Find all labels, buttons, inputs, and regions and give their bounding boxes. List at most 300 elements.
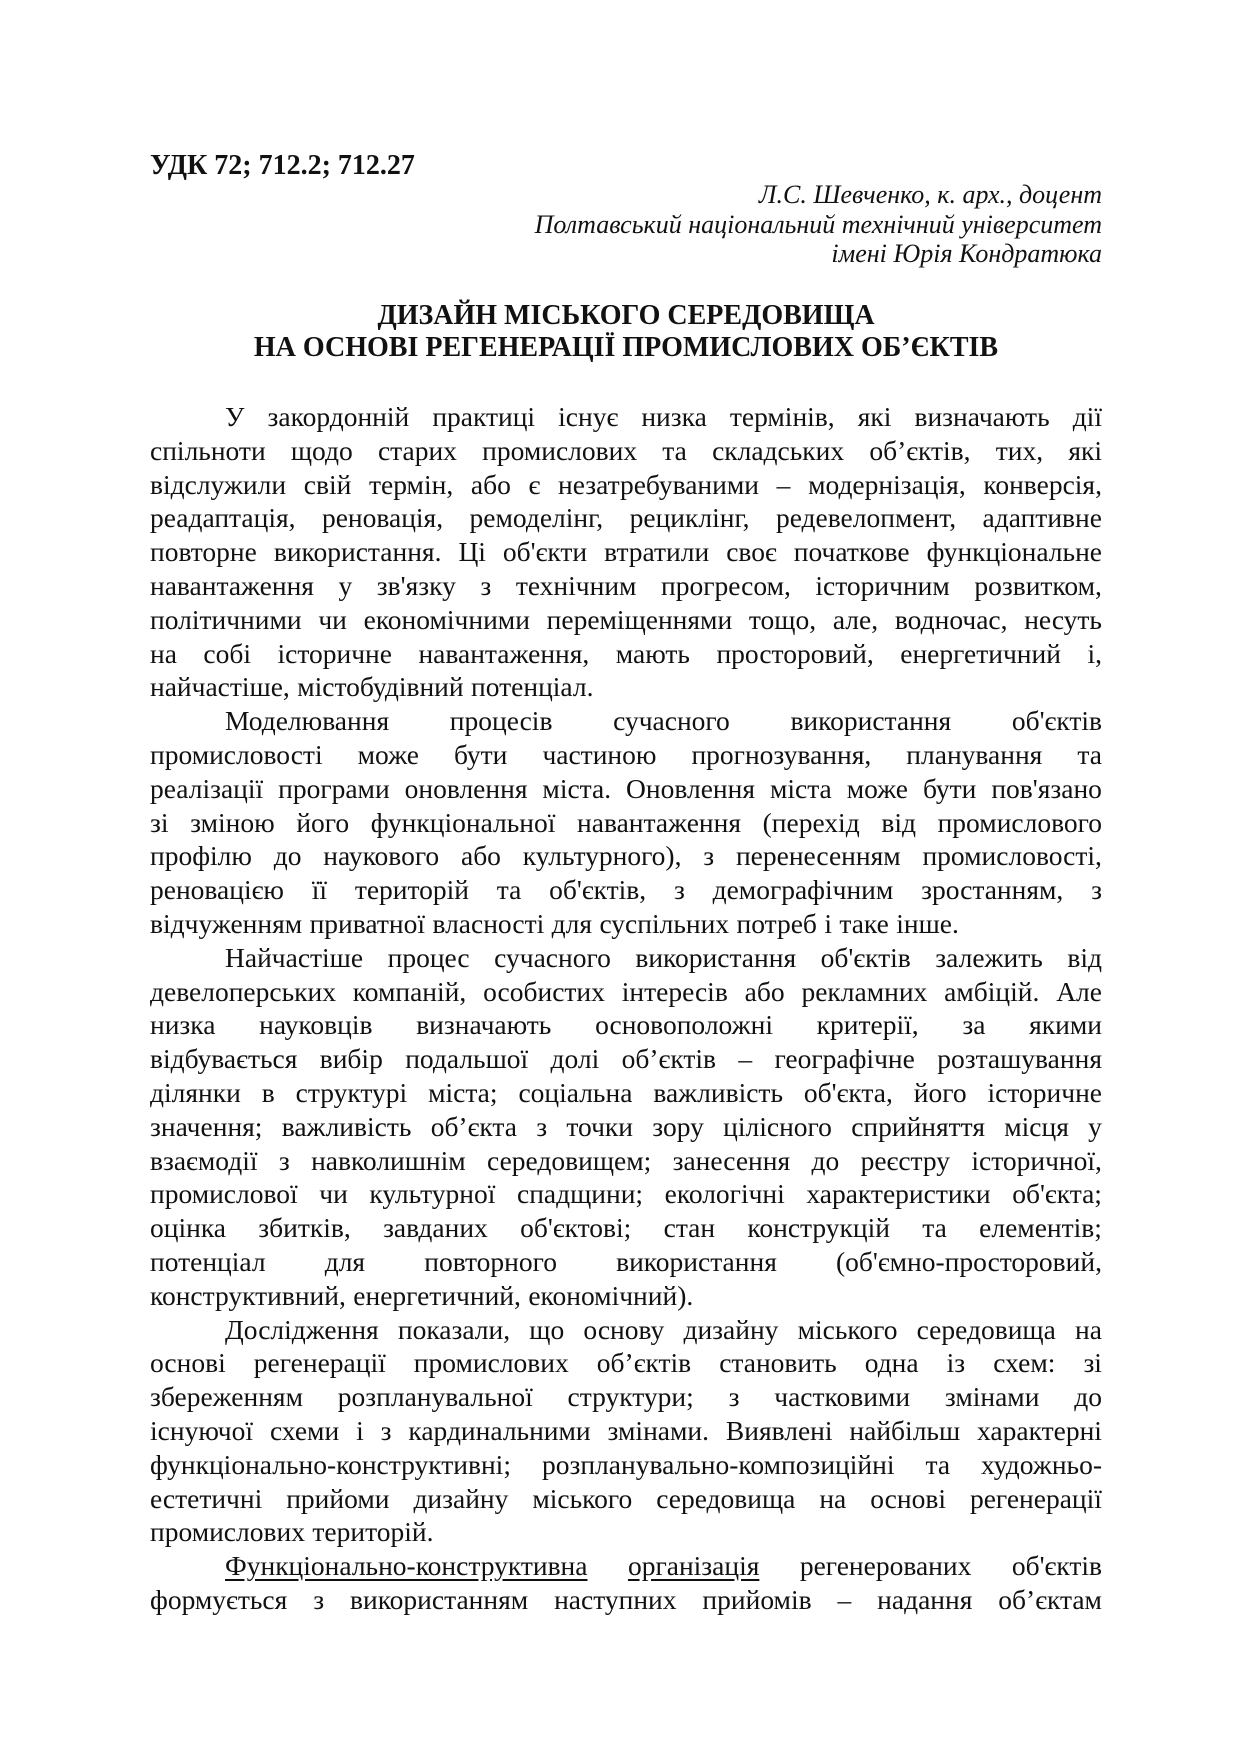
text-line xyxy=(150,1110,1102,1144)
word: наукового xyxy=(323,840,440,872)
word: промислових xyxy=(482,434,638,466)
word: процес xyxy=(387,941,470,973)
word: незатребуваними xyxy=(557,468,759,500)
word: елементів; xyxy=(979,1212,1102,1244)
word: його xyxy=(296,806,350,838)
word: об'єктові; xyxy=(520,1212,632,1244)
word: територій xyxy=(354,874,470,906)
word: основі xyxy=(870,1482,946,1514)
word: навколишнім xyxy=(311,1144,466,1176)
word: зв'язку xyxy=(376,569,456,601)
word: може xyxy=(846,772,909,804)
word: тих, xyxy=(995,434,1044,466)
word: на xyxy=(1074,1313,1102,1345)
word: сприйняття xyxy=(851,1110,985,1142)
word: Виявлені xyxy=(725,1414,833,1446)
word: які xyxy=(1068,434,1102,466)
word: розпланувально-композиційні xyxy=(541,1448,895,1480)
word: економічний). xyxy=(528,1279,694,1311)
word: зміною xyxy=(190,806,275,838)
title-line: НА ОСНОВІ РЕГЕНЕРАЦІЇ ПРОМИСЛОВИХ ОБ’ЄКТІВ xyxy=(253,332,999,363)
word: може xyxy=(357,738,419,770)
word: об'єктів xyxy=(1011,705,1102,737)
word: розпланувальної xyxy=(337,1381,533,1413)
word: тощо, xyxy=(748,603,817,635)
underlined-word: Функціонально-конструктивна xyxy=(225,1550,588,1582)
word: реєстру xyxy=(860,1144,951,1176)
word: конструкцій xyxy=(747,1212,890,1244)
word: розташування xyxy=(937,1043,1102,1075)
word: і xyxy=(824,907,832,939)
word: собі xyxy=(203,637,252,669)
word: щодо xyxy=(290,434,353,466)
word: з xyxy=(1091,874,1102,906)
text-line xyxy=(150,637,1102,671)
word: закордонній xyxy=(267,401,410,432)
word: Моделювання xyxy=(225,705,390,737)
word: компаній, xyxy=(352,975,467,1007)
word: структурі xyxy=(295,1076,408,1108)
text-line xyxy=(150,434,1102,468)
word: бути xyxy=(922,772,977,804)
word: від xyxy=(1067,941,1102,973)
word: найбільш xyxy=(849,1414,961,1446)
word: технічним xyxy=(515,569,637,601)
word: існуючої xyxy=(150,1414,254,1446)
word: об’єктів xyxy=(596,1347,692,1379)
word: частиною xyxy=(542,738,657,770)
word: пов'язано xyxy=(991,772,1102,804)
word: функціональної xyxy=(370,806,556,838)
word: міського xyxy=(797,1313,898,1345)
word: складських xyxy=(712,434,845,466)
word: реновація, xyxy=(321,502,444,534)
word: Ці xyxy=(458,536,486,568)
text-line xyxy=(150,1144,1102,1178)
word: з xyxy=(673,874,685,906)
word: середовища xyxy=(656,1482,796,1514)
word: спільноти xyxy=(150,434,266,466)
word: Дослідження xyxy=(225,1313,379,1345)
word: Оновлення xyxy=(626,772,756,804)
text-line xyxy=(150,839,1102,873)
word: потенціал. xyxy=(471,671,594,703)
word: своє xyxy=(726,536,777,568)
word: потреб xyxy=(736,907,817,939)
word: художньо- xyxy=(981,1448,1102,1480)
word: редевелопмент, xyxy=(775,502,957,534)
word: регенерації xyxy=(253,1347,386,1379)
word: приватної xyxy=(309,907,426,939)
word: для xyxy=(551,907,593,939)
word: зору xyxy=(652,1110,704,1142)
text-line xyxy=(150,670,1102,704)
text-line xyxy=(150,400,1102,434)
text-line xyxy=(150,772,1102,806)
text-line xyxy=(150,1515,1102,1549)
text-line xyxy=(150,1177,1102,1211)
word: ділянки xyxy=(150,1076,241,1108)
word: від xyxy=(881,806,916,838)
word: схем: xyxy=(993,1347,1056,1379)
word: термінів, xyxy=(729,401,835,432)
word: частковими xyxy=(774,1381,911,1413)
word: бути xyxy=(453,738,508,770)
text-line xyxy=(150,704,1102,738)
word: – xyxy=(738,1043,753,1075)
word: історичної, xyxy=(971,1144,1102,1176)
word: для xyxy=(324,1245,366,1277)
word: У xyxy=(225,401,245,432)
word: використанням xyxy=(350,1583,529,1615)
word: особистих xyxy=(483,975,605,1007)
word: мають xyxy=(615,637,690,669)
word: на xyxy=(150,637,177,669)
text-line xyxy=(150,1583,1102,1617)
word: економічними xyxy=(363,603,530,635)
paragraph xyxy=(150,400,1102,704)
author-affiliation: імені Юрія Кондратюка xyxy=(831,239,1102,268)
author-name: Л.С. Шевченко, к. арх., доцент xyxy=(758,180,1102,209)
word: прогнозування, xyxy=(691,738,872,770)
word: з xyxy=(480,569,492,601)
word: – xyxy=(837,1583,852,1615)
word: важливість xyxy=(653,1076,783,1108)
text-line xyxy=(150,941,1102,975)
word: модернізація, xyxy=(808,468,966,500)
word: містобудівний xyxy=(297,671,464,703)
word: основі xyxy=(150,1347,226,1379)
word: профілю xyxy=(150,840,252,872)
word: розвитком, xyxy=(974,569,1102,601)
word: повторне xyxy=(150,536,257,568)
word: та xyxy=(662,434,687,466)
word: збитків, xyxy=(258,1212,351,1244)
word: або xyxy=(744,975,785,1007)
word: інше. xyxy=(896,907,959,939)
word: промислових xyxy=(150,1516,305,1548)
word: перенесенням xyxy=(735,840,901,872)
word: енергетичний xyxy=(900,637,1061,669)
paragraph xyxy=(150,941,1102,1313)
text-line xyxy=(150,1211,1102,1245)
word: навантаження xyxy=(150,569,314,601)
text-line xyxy=(150,1076,1102,1110)
word: її xyxy=(311,874,328,906)
word: але, xyxy=(832,603,879,635)
word: зростанням, xyxy=(921,874,1064,906)
word: об'єктів, xyxy=(549,874,647,906)
word: старих xyxy=(377,434,457,466)
word: об'єктів xyxy=(820,941,911,973)
word: функціонально-конструктивні; xyxy=(150,1448,511,1480)
word: естетичні xyxy=(150,1482,263,1514)
word: критерії, xyxy=(816,1009,919,1041)
text-line xyxy=(150,1245,1102,1279)
word: інтересів xyxy=(621,975,728,1007)
text-line xyxy=(150,873,1102,907)
word: територій. xyxy=(312,1516,434,1548)
author-block xyxy=(535,180,1102,269)
word: ремоделінг, xyxy=(469,502,604,534)
word: та xyxy=(1077,738,1102,770)
author-affiliation: Полтавський національний технічний університет xyxy=(534,209,1102,239)
word: політичними xyxy=(150,603,302,635)
word: спадщини; xyxy=(516,1178,644,1210)
word: історичним xyxy=(815,569,950,601)
word: до xyxy=(811,1144,840,1176)
word: регенерації xyxy=(969,1482,1102,1514)
word: прийоми xyxy=(286,1482,390,1514)
text-line xyxy=(150,1482,1102,1516)
word: із xyxy=(946,1347,966,1379)
word: планування xyxy=(906,738,1043,770)
word: і xyxy=(356,1414,364,1446)
word: відслужили xyxy=(150,468,287,500)
word: занесення xyxy=(672,1144,791,1176)
word: екологічні xyxy=(664,1178,785,1210)
word: які xyxy=(857,401,892,432)
word: змінами xyxy=(944,1381,1040,1413)
word: у xyxy=(1088,1110,1102,1142)
text-line xyxy=(150,975,1102,1009)
word: чи xyxy=(318,603,347,635)
word: об’єктів xyxy=(621,1043,716,1075)
word: цілісного xyxy=(723,1110,832,1142)
word: з xyxy=(380,1414,392,1446)
word: завданих xyxy=(383,1212,488,1244)
word: показали, xyxy=(397,1313,511,1345)
text-line xyxy=(150,1448,1102,1482)
word: наступних xyxy=(554,1583,677,1615)
word: схеми xyxy=(269,1414,340,1446)
word: з xyxy=(536,1110,548,1142)
word: конверсія, xyxy=(983,468,1102,500)
text-line xyxy=(150,907,1102,941)
word: до xyxy=(273,840,302,872)
word: промисловості xyxy=(150,738,323,770)
text-line xyxy=(150,1414,1102,1448)
word: реалізації xyxy=(150,772,264,804)
word: культурної xyxy=(369,1178,496,1210)
underlined-word: організація xyxy=(627,1550,760,1582)
word: об’єкта xyxy=(430,1110,517,1142)
word: об'єкта; xyxy=(1012,1178,1102,1210)
word: та xyxy=(922,1212,947,1244)
text-line xyxy=(150,603,1102,637)
word: використання xyxy=(616,1245,777,1277)
word: відчуженням xyxy=(150,907,303,939)
word: історичне xyxy=(987,1076,1102,1108)
word: рекламних xyxy=(801,975,928,1007)
word: об’єктів, xyxy=(869,434,971,466)
word: дизайну xyxy=(413,1482,509,1514)
word: конструктивний, xyxy=(150,1279,346,1311)
word: прогресом, xyxy=(661,569,791,601)
article-title xyxy=(150,300,1102,364)
word: та xyxy=(925,1448,951,1480)
word: Найчастіше xyxy=(225,941,364,973)
word: водночас, xyxy=(894,603,1008,635)
word: соціальна xyxy=(518,1076,633,1108)
word: суспільних xyxy=(599,907,730,939)
word: об'єкти xyxy=(502,536,588,568)
word: відбувається xyxy=(150,1043,298,1075)
word: у xyxy=(338,569,353,601)
word: науковців xyxy=(259,1009,373,1041)
word: з xyxy=(728,1381,740,1413)
word: програми xyxy=(278,772,390,804)
word: промислової xyxy=(150,1178,298,1210)
text-line xyxy=(150,1549,1102,1583)
text-line xyxy=(150,501,1102,535)
word: чи xyxy=(319,1178,348,1210)
word: сучасного xyxy=(613,705,730,737)
word: переміщеннями xyxy=(546,603,733,635)
text-line xyxy=(150,738,1102,772)
paragraph xyxy=(150,704,1102,941)
word: регенерованих xyxy=(799,1550,972,1582)
word: об'єктів xyxy=(1011,1550,1102,1582)
word: дизайну xyxy=(683,1313,779,1345)
word: використання. xyxy=(273,536,442,568)
word: і, xyxy=(1087,637,1102,669)
word: використання xyxy=(635,941,797,973)
word: з xyxy=(313,1583,325,1615)
word: або xyxy=(460,840,501,872)
word: Але xyxy=(1056,975,1102,1007)
text-line xyxy=(150,1008,1102,1042)
word: що xyxy=(529,1313,565,1345)
word: реадаптація, xyxy=(150,502,296,534)
word: основоположні xyxy=(595,1009,773,1041)
word: та xyxy=(496,874,522,906)
word: термін, xyxy=(369,468,454,500)
word: надання xyxy=(877,1583,973,1615)
word: оновлення xyxy=(404,772,528,804)
udk-code: УДК 72; 712.2; 712.27 xyxy=(150,150,415,181)
word: амбіцій. xyxy=(944,975,1040,1007)
word: долі xyxy=(550,1043,600,1075)
word: формується xyxy=(150,1583,288,1615)
word: визначають xyxy=(914,401,1050,432)
word: процесів xyxy=(449,705,553,737)
word: об'єкта, xyxy=(803,1076,893,1108)
word: вибір xyxy=(319,1043,383,1075)
word: сучасного xyxy=(494,941,611,973)
word: географічне xyxy=(774,1043,915,1075)
word: змінами. xyxy=(607,1414,709,1446)
word: енергетичний, xyxy=(353,1279,521,1311)
text-line xyxy=(150,535,1102,569)
word: є xyxy=(528,468,541,500)
word: адаптивне xyxy=(982,502,1102,534)
word: навантаження xyxy=(577,806,741,838)
word: власності xyxy=(432,907,545,939)
text-line xyxy=(150,468,1102,502)
paragraph xyxy=(150,1549,1102,1617)
paragraph xyxy=(150,1313,1102,1550)
word: залежить xyxy=(935,941,1043,973)
word: промислових xyxy=(413,1347,569,1379)
word: його xyxy=(913,1076,967,1108)
text-line xyxy=(150,1380,1102,1414)
title-line: ДИЗАЙН МІСЬКОГО СЕРЕДОВИЩА xyxy=(377,300,875,331)
word: прийомів xyxy=(702,1583,812,1615)
word: точки xyxy=(566,1110,633,1142)
word: важливість xyxy=(281,1110,412,1142)
word: потенціал xyxy=(150,1245,266,1277)
word: – xyxy=(776,468,791,500)
word: середовища xyxy=(916,1313,1056,1345)
word: історичне xyxy=(277,637,392,669)
word: за xyxy=(962,1009,986,1041)
word: міського xyxy=(532,1482,633,1514)
word: на xyxy=(819,1482,847,1514)
word: стан xyxy=(663,1212,716,1244)
word: збереженням xyxy=(150,1381,303,1413)
word: зі xyxy=(150,806,169,838)
text-line xyxy=(150,1313,1102,1347)
text-line xyxy=(150,569,1102,603)
word: навантаження, xyxy=(418,637,590,669)
word: до xyxy=(1074,1381,1102,1413)
word: визначають xyxy=(416,1009,552,1041)
word: якими xyxy=(1029,1009,1102,1041)
word: значення; xyxy=(150,1110,263,1142)
word: кардинальними xyxy=(408,1414,591,1446)
word: культурного), xyxy=(522,840,682,872)
word: таке xyxy=(839,907,889,939)
word: з xyxy=(278,1144,290,1176)
word: міста. xyxy=(542,772,612,804)
word: в xyxy=(261,1076,275,1108)
word: взаємодії xyxy=(150,1144,258,1176)
word: характерні xyxy=(977,1414,1102,1446)
word: існує xyxy=(558,401,619,432)
word: оцінка xyxy=(150,1212,226,1244)
word: міста xyxy=(769,772,832,804)
word: дії xyxy=(1072,401,1102,432)
text-line xyxy=(150,1346,1102,1380)
word: функціональне xyxy=(926,536,1102,568)
word: демографічним xyxy=(712,874,894,906)
text-line xyxy=(150,1279,1102,1313)
word: низка xyxy=(150,1009,216,1041)
word: подальшої xyxy=(405,1043,529,1075)
word: просторовий, xyxy=(716,637,874,669)
word: втратили xyxy=(604,536,710,568)
word: характеристики xyxy=(806,1178,991,1210)
word: середовищем; xyxy=(487,1144,652,1176)
word: місця xyxy=(1004,1110,1069,1142)
word: або xyxy=(470,468,511,500)
word: девелоперських xyxy=(150,975,336,1007)
word: несуть xyxy=(1024,603,1102,635)
word: об’єктам xyxy=(998,1583,1102,1615)
word: свій xyxy=(303,468,352,500)
word: практиці xyxy=(432,401,536,432)
word: реновацією xyxy=(150,874,284,906)
word: з xyxy=(703,840,715,872)
word: одна xyxy=(864,1347,919,1379)
article-body xyxy=(150,400,1102,1617)
word: рециклінг, xyxy=(629,502,750,534)
text-line xyxy=(150,806,1102,840)
word: міста; xyxy=(428,1076,498,1108)
word: структури; xyxy=(567,1381,694,1413)
word: промисловості, xyxy=(922,840,1102,872)
